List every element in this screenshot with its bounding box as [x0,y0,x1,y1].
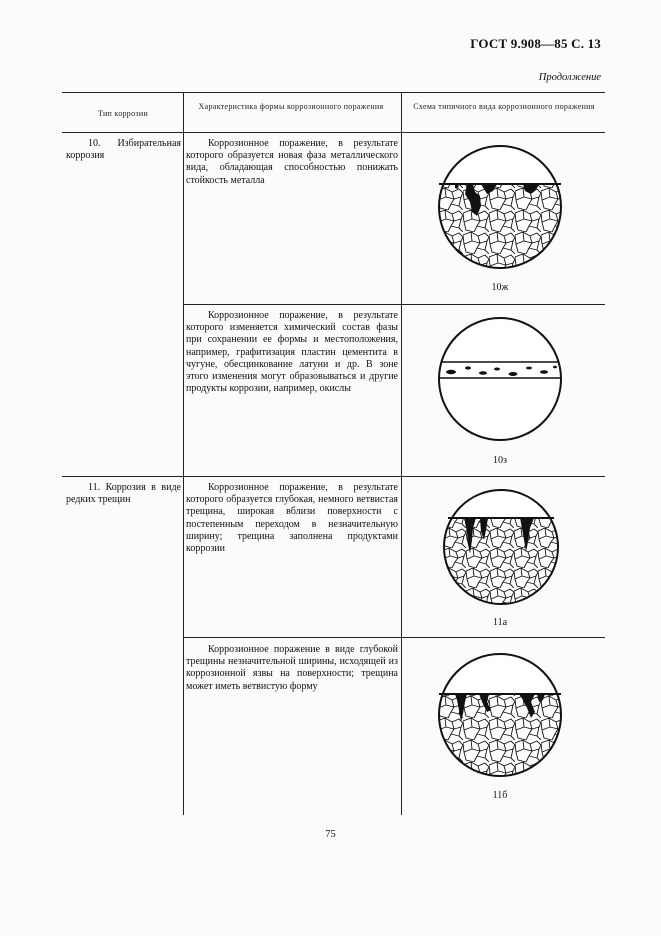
figure-label-11b: 11б [492,790,508,801]
col-divider-1 [183,92,184,815]
type-cell-10: 10. Избирательная коррозия [66,138,181,162]
description-cell-11b: Коррозионное поражение в виде глубокой трещины незначительной ширины, исходящей из коррозионной язвы на поверхности; трещина может иметь ветвистую форму [186,644,398,692]
column-header-scheme: Схема типичного вида коррозионного поражения [413,102,595,111]
figure-label-10z: 10з [493,455,507,466]
table-header-rule [62,132,605,133]
rare-cracks-figure [442,488,560,606]
row-divider-2 [62,476,605,477]
column-header-description: Характеристика формы коррозионного поражения [198,102,384,111]
col-divider-2 [401,92,402,815]
figure-10z [437,316,563,447]
row-divider-3 [183,637,605,638]
figure-label-11a: 11а [492,617,508,628]
table-top-rule [62,92,605,93]
continuation-note: Продолжение [538,72,601,83]
figure-label-10zh: 10ж [491,282,509,293]
standard-code: ГОСТ 9.908—85 С. 13 [470,36,601,51]
dezincification-figure [437,316,563,442]
description-cell-10z: Коррозионное поражение, в результате которого изменяется химический состав фазы при сохранении ее формы и местоположения, например, графитизация пластин цементита в чугуне, обесцинкование латуни и др. В зоне этого изменения могут образовываться и другие продукты коррозии, например, окислы [186,310,398,395]
row-divider-1 [183,304,605,305]
crack-from-pit-figure [437,652,563,778]
type-cell-11: 11. Коррозия в виде редких трещин [66,482,181,506]
figure-11b [437,652,563,783]
column-header-type: Тип коррозии [97,109,149,118]
figure-11a [442,488,560,611]
figure-10zh [437,144,563,275]
page-number: 75 [325,829,336,840]
description-cell-11a: Коррозионное поражение, в результате которого образуется глубокая, немного ветвистая трещина, широкая вблизи поверхности с постепенным переходом в незначительную ширину; трещина заполнена продуктами коррозии [186,482,398,555]
description-cell-10zh: Коррозионное поражение, в результате которого образуется новая фаза металлического вида, обладающая способностью понижать стойкость металла [186,138,398,186]
selective-corrosion-grains-figure [437,144,563,270]
